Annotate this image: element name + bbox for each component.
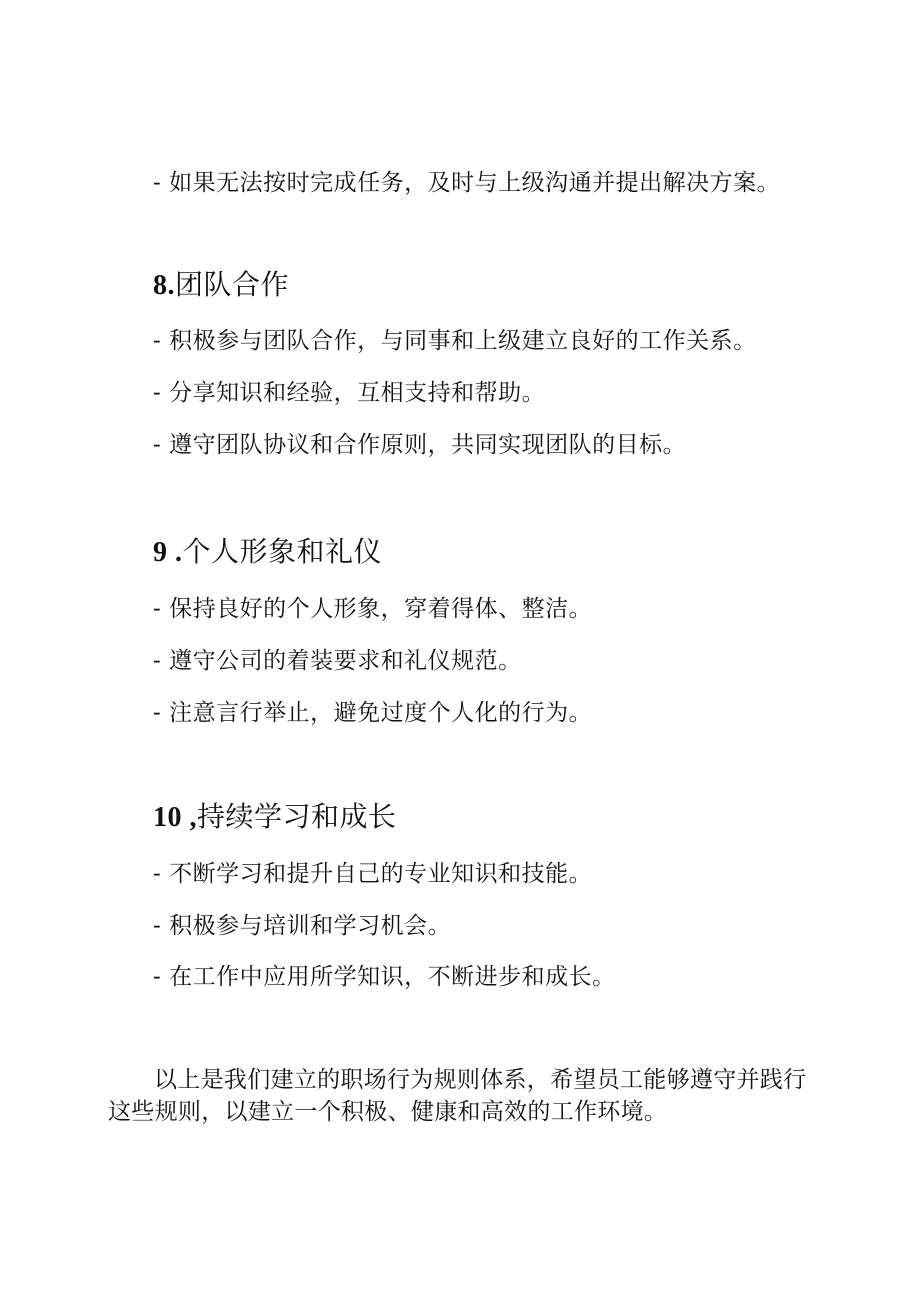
section-number: 8. <box>153 270 175 301</box>
list-item: - 积极参与团队合作，与同事和上级建立良好的工作关系。 <box>153 328 757 354</box>
section-title: 个人形象和礼仪 <box>182 535 383 568</box>
section-heading-continuous-learning <box>153 799 397 836</box>
section-heading-personal-image <box>153 534 382 571</box>
list-item: - 注意言行举止，避免过度个人化的行为。 <box>153 700 593 726</box>
section-title: 团队合作 <box>175 268 290 301</box>
section-heading-team-cooperation <box>153 267 289 304</box>
list-item: - 在工作中应用所学知识，不断进步和成长。 <box>153 964 616 990</box>
section-number: 9 . <box>153 537 183 568</box>
section-number: 10 , <box>153 802 197 833</box>
list-item: - 遵守公司的着装要求和礼仪规范。 <box>153 648 522 674</box>
list-item: - 积极参与培训和学习机会。 <box>153 913 452 939</box>
section-title: 持续学习和成长 <box>197 800 397 833</box>
closing-paragraph <box>108 1064 813 1128</box>
closing-text: 以上是我们建立的职场行为规则体系，希望员工能够遵守并践行这些规则，以建立一个积极、健康和高效的工作环境。 <box>108 1067 807 1125</box>
list-item: - 遵守团队协议和合作原则，共同实现团队的目标。 <box>153 432 687 458</box>
list-item: - 分享知识和经验，互相支持和帮助。 <box>153 380 546 406</box>
list-item: - 如果无法按时完成任务，及时与上级沟通并提出解决方案。 <box>153 170 781 196</box>
list-item: - 不断学习和提升自己的专业知识和技能。 <box>153 861 593 887</box>
list-item: - 保持良好的个人形象，穿着得体、整洁。 <box>153 596 593 622</box>
